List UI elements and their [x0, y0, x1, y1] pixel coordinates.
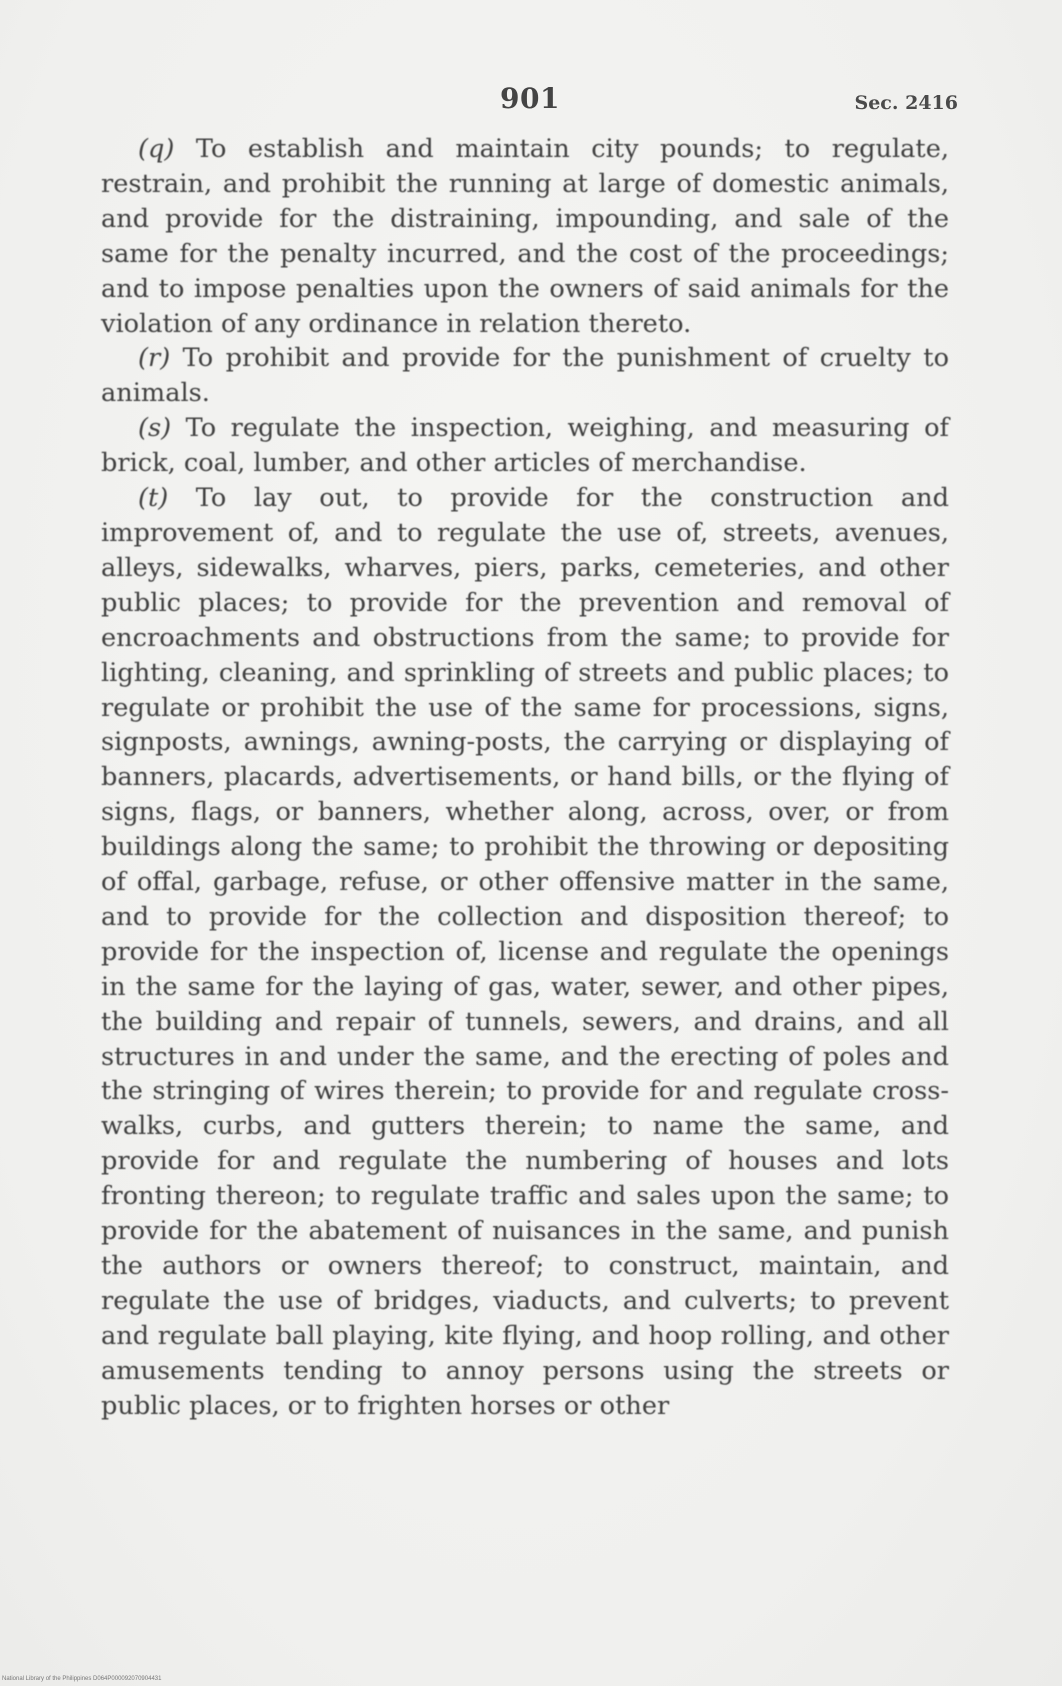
paragraph-text: To lay out, to provide for the construction and improvement of, and to regulate the use of, streets, avenues, alleys, sidewalks, wharves, piers, parks, cemeteries, and other public places; to provide for the prevention and removal of encroachments and obstructions from the same; to provide for lighting, cleaning, and sprinkling of streets and public places; to regulate or prohibit the use of the same for processions, signs, signposts, awnings, awning-posts, the carrying or displaying of banners, placards, advertisements, or hand bills, or the flying of signs, flags, or banners, whether along, across, over, or from buildings along the same; to prohibit the throwing or depositing of offal, garbage, refuse, or other offensive matter in the same, and to provide for the collection and disposition thereof; to provide for the inspection of, license and regulate the openings in the same for the laying of gas, water, sewer, and other pipes, the building and repair of tunnels, sewers, and drains, and all structures in and under the same, and the erecting of poles and the stringing of wires therein; to provide for and regulate cross-walks, curbs, and gutters therein; to name the same, and provide for and regulate the numbering of houses and lots fronting thereon; to regulate traffic and sales upon the same; to provide for the abatement of nuisances in the same, and punish the authors or owners thereof; to construct, maintain, and regulate the use of bridges, viaducts, and culverts; to prevent and regulate ball playing, kite flying, and hoop rolling, and other amusements tending to annoy persons using the streets or public places, or to frighten horses or other — [101, 483, 949, 1421]
paragraph-text: To establish and maintain city pounds; to regulate, restrain, and prohibit the running at large of domestic animals, and provide for the distraining, impounding, and sale of the same for the penalty incurred, and the cost of the proceedings; and to impose penalties upon the owners of said animals for the violation of any ordinance in relation thereto. — [101, 134, 949, 339]
paragraph-s — [101, 411, 949, 481]
paragraph-label: (t) — [138, 483, 169, 514]
footer-note: National Library of the Philippines D064P000092070904431 — [2, 1676, 162, 1682]
paragraph-q — [101, 132, 949, 341]
paragraph-label: (r) — [138, 343, 171, 374]
section-reference: Sec. 2416 — [854, 92, 958, 114]
paragraph-label: (s) — [138, 413, 172, 444]
paragraph-r — [101, 341, 949, 411]
paragraph-text: To prohibit and provide for the punishment of cruelty to animals. — [101, 343, 949, 409]
paragraph-label: (q) — [138, 134, 175, 164]
page-number: 901 — [500, 82, 560, 115]
paragraph-t — [101, 481, 949, 1423]
body-text — [101, 132, 949, 1424]
paragraph-text: To regulate the inspection, weighing, and measuring of brick, coal, lumber, and other articles of merchandise. — [101, 413, 949, 479]
page-header — [0, 82, 1062, 122]
